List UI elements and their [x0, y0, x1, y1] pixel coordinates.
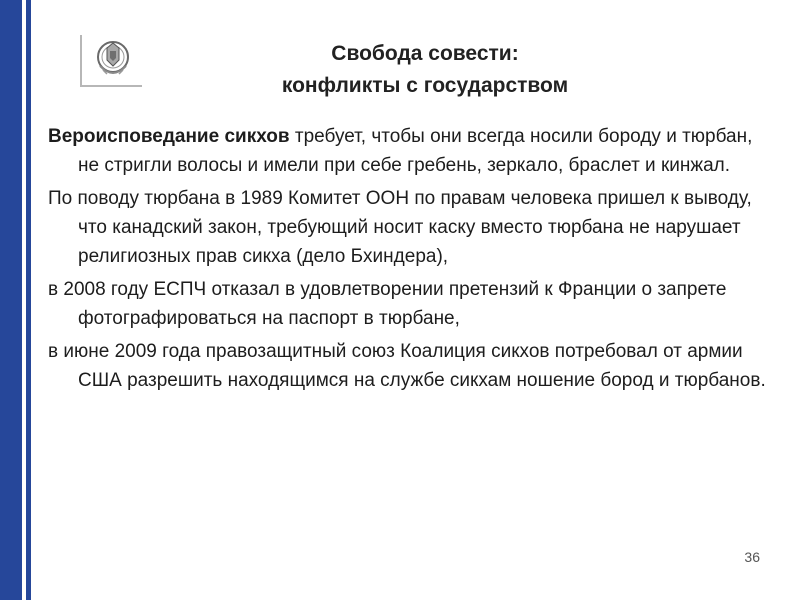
paragraph-sikh-religion [48, 122, 776, 180]
slide-body [48, 122, 776, 399]
paragraph-lead-bold: Вероисповедание сикхов [48, 126, 290, 147]
paragraph-text: требует, чтобы они всегда носили бороду и тюрбан, не стригли волосы и имели при себе гребень, зеркало, браслет и кинжал. [78, 126, 753, 176]
logo-frame-left [80, 35, 82, 87]
slide-title [200, 38, 650, 102]
page-number: 36 [744, 549, 760, 565]
paragraph-text: По поводу тюрбана в 1989 Комитет ООН по правам человека пришел к выводу, что канадский закон, требующий носит каску вместо тюрбана не нарушает религиозных прав сикха (дело Бхиндера), [48, 188, 752, 267]
paragraph-us-army-2009 [48, 337, 776, 395]
paragraph-un-committee [48, 184, 776, 271]
emblem-icon [90, 36, 136, 82]
paragraph-echr-2008 [48, 275, 776, 333]
title-line-2: конфликты с государством [281, 74, 569, 97]
accent-bar [0, 0, 22, 600]
paragraph-text: в июне 2009 года правозащитный союз Коалиция сикхов потребовал от армии США разрешить находящимся на службе сикхам ношение бород и тюрбанов. [48, 341, 766, 391]
title-line-1: Свобода совести: [331, 42, 519, 65]
accent-bar-line [26, 0, 31, 600]
paragraph-text: в 2008 году ЕСПЧ отказал в удовлетворении претензий к Франции о запрете фотографироваться на паспорт в тюрбане, [48, 279, 727, 329]
logo-frame-bottom [80, 85, 142, 87]
emblem-logo [80, 35, 142, 87]
